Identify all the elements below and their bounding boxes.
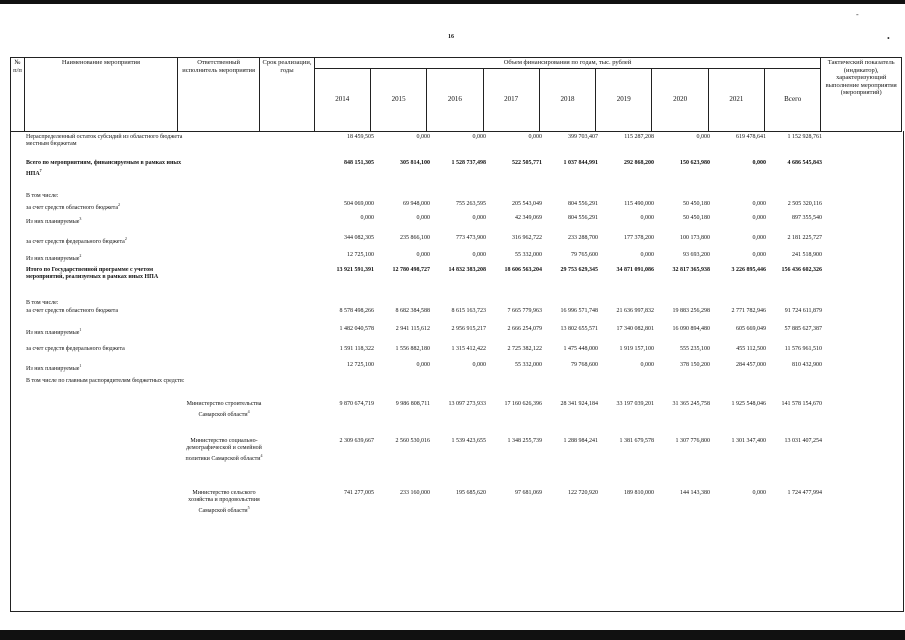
cell-value: 284 457,000	[736, 362, 766, 368]
cell-value: 2 505 320,116	[787, 201, 822, 207]
cell-value: 9 870 674,719	[339, 401, 374, 407]
cell-value: 55 332,000	[515, 252, 542, 258]
cell-value: 1 381 679,578	[619, 438, 654, 444]
top-border-bar	[0, 0, 905, 4]
cell-value: 8 578 498,266	[339, 308, 374, 314]
row-label: В том числе:	[26, 193, 59, 199]
cell-value: 504 069,000	[344, 201, 374, 207]
table-header	[10, 57, 902, 132]
row-label: Всего по мероприятиям, финансируемым в рамках иных НПА$^7$	[26, 160, 182, 177]
row-label: за счет средств федерального бюджета$^2$	[26, 236, 127, 245]
cell-value: 2 181 225,727	[787, 235, 822, 241]
cell-value: 42 349,069	[515, 215, 542, 221]
cell-value: 233 288,700	[568, 235, 598, 241]
row-label: Из них планируемые$^1$	[26, 363, 82, 372]
cell-value: 605 669,049	[736, 326, 766, 332]
cell-value: 0,000	[472, 134, 486, 140]
cell-value: 2 666 254,079	[507, 326, 542, 332]
cell-value: 804 556,291	[568, 215, 598, 221]
cell-value: 2 771 782,946	[731, 308, 766, 314]
cell-value: 32 817 365,938	[672, 267, 710, 273]
cell-value: 28 341 924,184	[560, 401, 598, 407]
cell-value: 57 885 627,387	[784, 326, 822, 332]
cell-value: 4 686 545,843	[787, 160, 822, 166]
ministry-name: Министерство строительства Самарской области$^4$	[186, 401, 262, 418]
cell-value: 1 037 844,991	[563, 160, 598, 166]
cell-value: 34 871 091,086	[616, 267, 654, 273]
cell-value: 344 082,305	[344, 235, 374, 241]
cell-value: 292 868,200	[624, 160, 654, 166]
cell-value: 55 332,000	[515, 362, 542, 368]
cell-value: 773 473,900	[456, 235, 486, 241]
cell-value: 1 591 118,322	[339, 346, 374, 352]
cell-value: 1 315 412,422	[451, 346, 486, 352]
cell-value: 378 150,200	[680, 362, 710, 368]
cell-value: 755 263,595	[456, 201, 486, 207]
cell-value: 1 482 040,578	[339, 326, 374, 332]
header-year: 2014	[314, 69, 370, 132]
cell-value: 2 941 115,612	[395, 326, 430, 332]
cell-value: 1 152 928,761	[787, 134, 822, 140]
cell-value: 122 720,920	[568, 490, 598, 496]
cell-value: 177 378,200	[624, 235, 654, 241]
cell-value: 1 925 548,046	[731, 401, 766, 407]
ministry-name: Министерство сельского хозяйства и продовольствия Самарской области$^5$	[188, 490, 260, 514]
cell-value: 1 348 255,739	[507, 438, 542, 444]
cell-value: 0,000	[416, 362, 430, 368]
cell-value: 2 956 915,217	[451, 326, 486, 332]
cell-value: 804 556,291	[568, 201, 598, 207]
cell-value: 0,000	[752, 490, 766, 496]
row-label: за счет средств областного бюджета$^2$	[26, 202, 121, 211]
cell-value: 1 556 882,180	[395, 346, 430, 352]
cell-value: 305 814,100	[400, 160, 430, 166]
cell-value: 1 301 347,400	[731, 438, 766, 444]
cell-value: 18 459,505	[347, 134, 374, 140]
cell-value: 0,000	[752, 160, 766, 166]
cell-value: 16 996 571,748	[560, 308, 598, 314]
cell-value: 189 810,000	[624, 490, 654, 496]
cell-value: 0,000	[360, 215, 374, 221]
header-year: 2017	[483, 69, 539, 132]
cell-value: 115 287,208	[624, 134, 654, 140]
page-number: 16	[448, 34, 454, 40]
cell-value: 241 518,900	[792, 252, 822, 258]
cell-value: 69 948,000	[403, 201, 430, 207]
cell-value: 16 090 894,480	[672, 326, 710, 332]
cell-value: 13 802 655,571	[560, 326, 598, 332]
header-term: Срок реализации, годы	[260, 58, 314, 132]
cell-value: 11 576 961,510	[784, 346, 822, 352]
cell-value: 13 097 273,933	[448, 401, 486, 407]
cell-value: 8 615 163,723	[451, 308, 486, 314]
cell-value: 8 682 384,588	[395, 308, 430, 314]
row-label: В том числе по главным распорядителям бюджетных средств:	[26, 378, 185, 384]
cell-value: 848 151,305	[344, 160, 374, 166]
cell-value: 897 355,540	[792, 215, 822, 221]
cell-value: 21 636 997,832	[616, 308, 654, 314]
cell-value: 205 543,049	[512, 201, 542, 207]
cell-value: 79 765,600	[571, 252, 598, 258]
cell-value: 17 340 082,801	[616, 326, 654, 332]
cell-value: 0,000	[472, 215, 486, 221]
row-label: Итого по Государственной программе с учетом мероприятий, реализуемых в рамках иных НПА	[26, 267, 159, 280]
cell-value: 14 832 383,208	[448, 267, 486, 273]
cell-value: 1 724 477,994	[787, 490, 822, 496]
cell-value: 150 623,980	[680, 160, 710, 166]
cell-value: 316 962,722	[512, 235, 542, 241]
cell-value: 19 883 256,298	[672, 308, 710, 314]
cell-value: 0,000	[640, 215, 654, 221]
row-label: Нераспределенный остаток субсидий из областного бюджета местным бюджетам	[26, 134, 183, 147]
cell-value: 810 432,900	[792, 362, 822, 368]
cell-value: 144 143,380	[680, 490, 710, 496]
cell-value: 0,000	[752, 235, 766, 241]
header-num: № п/п	[11, 58, 25, 132]
cell-value: 1 307 776,800	[675, 438, 710, 444]
cell-value: 1 288 984,241	[563, 438, 598, 444]
header-year: 2016	[427, 69, 483, 132]
cell-value: 0,000	[528, 134, 542, 140]
bottom-border-bar	[0, 630, 905, 640]
cell-value: 195 685,620	[456, 490, 486, 496]
row-label: Из них планируемые$^2$	[26, 253, 82, 262]
cell-value: 12 725,100	[347, 252, 374, 258]
cell-value: 0,000	[696, 134, 710, 140]
cell-value: 0,000	[472, 362, 486, 368]
cell-value: 619 478,641	[736, 134, 766, 140]
cell-value: 555 235,100	[680, 346, 710, 352]
table-body	[10, 131, 904, 612]
cell-value: 79 768,600	[571, 362, 598, 368]
cell-value: 93 693,200	[683, 252, 710, 258]
cell-value: 0,000	[752, 201, 766, 207]
cell-value: 2 725 382,122	[507, 346, 542, 352]
cell-value: 0,000	[640, 362, 654, 368]
cell-value: 100 173,800	[680, 235, 710, 241]
cell-value: 13 031 407,254	[784, 438, 822, 444]
ministry-name: Министерство социально-демографической и семейной политики Самарской области$^4$	[185, 438, 263, 462]
cell-value: 0,000	[640, 252, 654, 258]
header-year: 2020	[652, 69, 708, 132]
header-executor: Ответственный исполнитель мероприятия	[177, 58, 259, 132]
cell-value: 7 665 779,963	[507, 308, 542, 314]
cell-value: 18 606 563,204	[504, 267, 542, 273]
cell-value: 33 197 039,201	[616, 401, 654, 407]
cell-value: 9 986 808,711	[395, 401, 430, 407]
cell-value: 522 505,771	[512, 160, 542, 166]
cell-value: 1 919 157,100	[619, 346, 654, 352]
row-label: за счет средств федерального бюджета	[26, 346, 125, 352]
header-funding: Объем финансирования по годам, тыс. рублей	[314, 58, 821, 69]
cell-value: 235 866,100	[400, 235, 430, 241]
row-label: Из них планируемые$^1$	[26, 327, 82, 336]
cell-value: 399 703,407	[568, 134, 598, 140]
cell-value: 12 780 498,727	[392, 267, 430, 273]
cell-value: 91 724 611,879	[784, 308, 822, 314]
header-year: 2019	[596, 69, 652, 132]
cell-value: 233 160,000	[400, 490, 430, 496]
cell-value: 115 490,000	[624, 201, 654, 207]
cell-value: 29 753 629,345	[560, 267, 598, 273]
cell-value: 0,000	[752, 252, 766, 258]
header-name: Наименование мероприятия	[25, 58, 178, 132]
cell-value: 0,000	[752, 215, 766, 221]
cell-value: 0,000	[416, 252, 430, 258]
row-label: Из них планируемые$^3$	[26, 216, 82, 225]
corner-mark: -	[856, 10, 859, 19]
cell-value: 0,000	[472, 252, 486, 258]
cell-value: 141 578 154,670	[781, 401, 822, 407]
corner-dot: •	[887, 34, 890, 43]
cell-value: 0,000	[416, 134, 430, 140]
cell-value: 13 921 591,391	[336, 267, 374, 273]
cell-value: 0,000	[416, 215, 430, 221]
cell-value: 2 560 530,016	[395, 438, 430, 444]
row-label: за счет средств областного бюджета	[26, 308, 119, 314]
cell-value: 1 539 423,655	[451, 438, 486, 444]
cell-value: 17 160 626,396	[504, 401, 542, 407]
header-year: 2015	[370, 69, 426, 132]
header-year: Всего	[765, 69, 821, 132]
header-indicator: Тактический показатель (индикатор), характеризующий выполнение мероприятия (мероприятий)	[821, 58, 902, 132]
cell-value: 97 681,069	[515, 490, 542, 496]
header-year: 2018	[539, 69, 595, 132]
row-label: В том числе:	[26, 300, 59, 306]
cell-value: 50 450,180	[683, 215, 710, 221]
cell-value: 12 725,100	[347, 362, 374, 368]
header-year: 2021	[708, 69, 764, 132]
cell-value: 156 436 602,326	[781, 267, 822, 273]
cell-value: 455 112,500	[736, 346, 766, 352]
cell-value: 2 309 639,667	[339, 438, 374, 444]
cell-value: 3 226 895,446	[731, 267, 766, 273]
cell-value: 50 450,180	[683, 201, 710, 207]
cell-value: 31 365 245,758	[672, 401, 710, 407]
cell-value: 1 475 448,000	[563, 346, 598, 352]
cell-value: 1 528 737,498	[451, 160, 486, 166]
cell-value: 741 277,005	[344, 490, 374, 496]
